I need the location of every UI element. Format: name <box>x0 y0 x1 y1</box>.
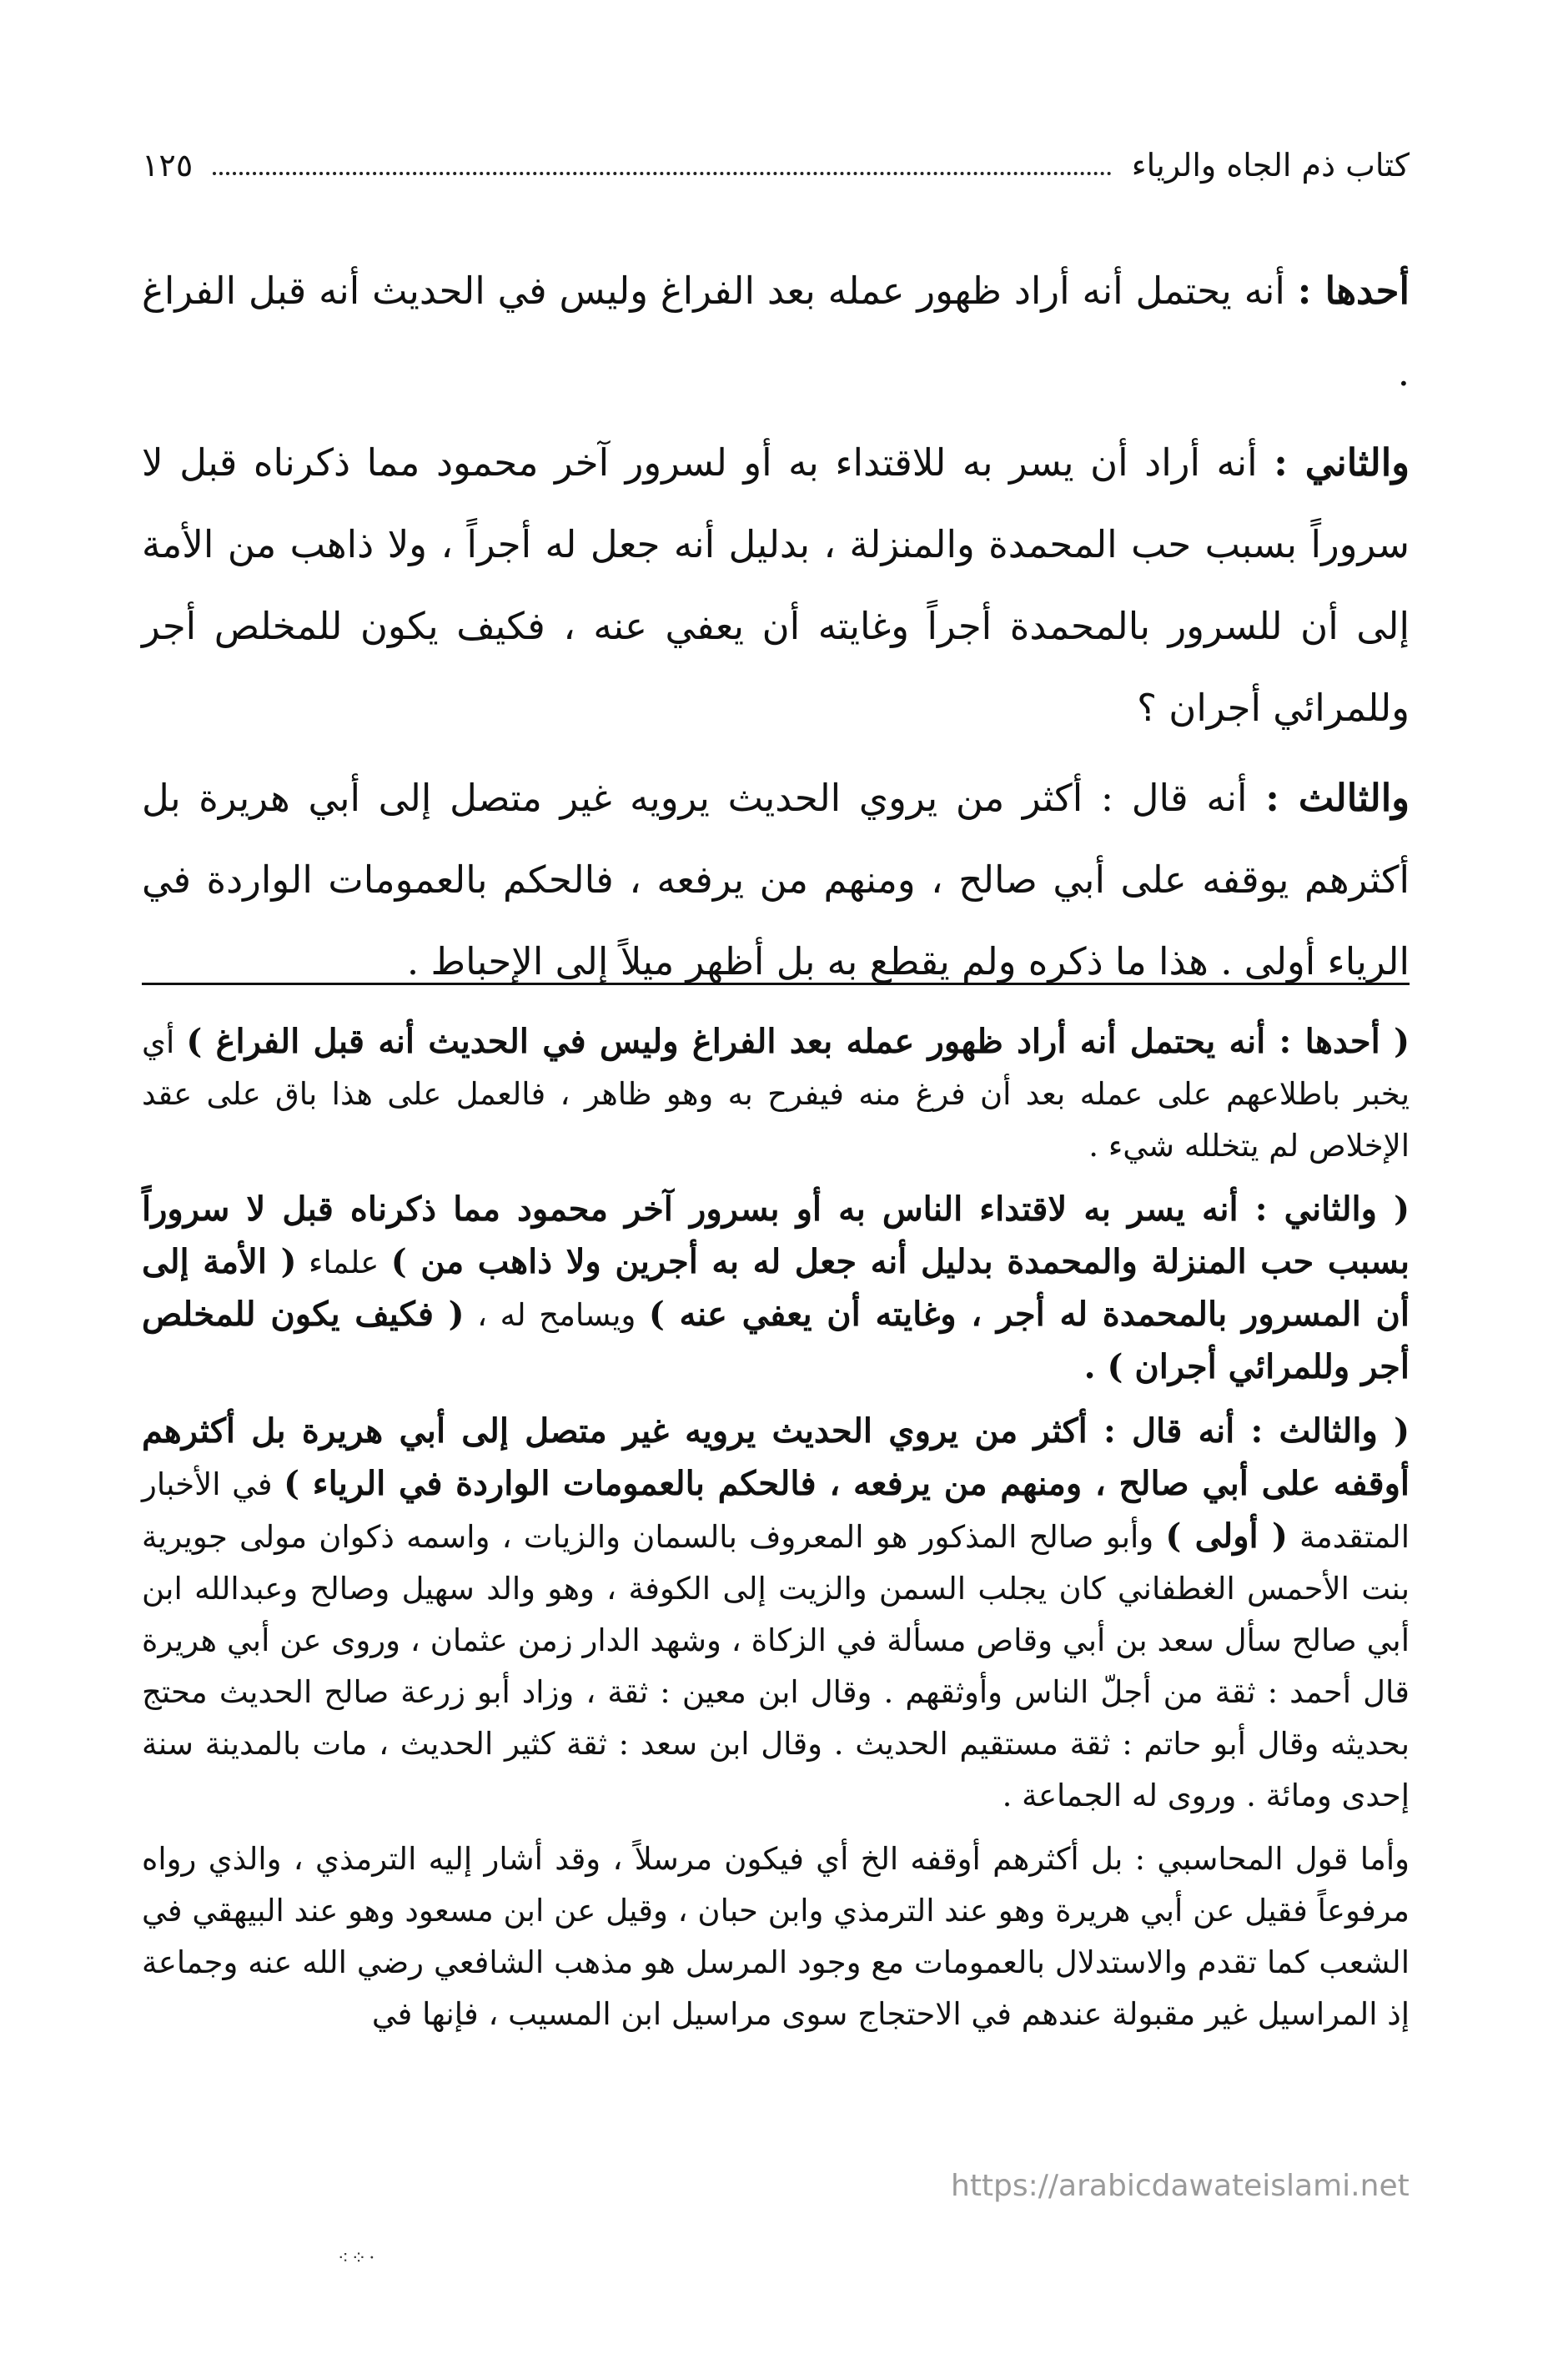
book-page <box>142 0 1410 2364</box>
main-paragraph-3 <box>142 757 1410 1003</box>
paragraph-body: أنه أراد أن يسر به للاقتداء به أو لسرور آخر محمود مما ذكرناه قبل لا سروراً بسبب حب المحمدة والمنزلة ، بدليل أنه جعل له أجراً ، ولا ذاهب من الأمة إلى أن للسرور بالمحمدة أجراً وغايته أن يعفي عنه ، فكيف يكون للمخلص أجر وللمرائي أجران ؟ <box>142 440 1410 730</box>
main-paragraph-1 <box>142 250 1410 414</box>
quoted-text: ( أحدها : أنه يحتمل أنه أراد ظهور عمله بعد الفراغ وليس في الحديث أنه قبل الفراغ ) <box>186 1022 1410 1061</box>
main-text <box>142 250 1410 1011</box>
commentary-text: أي يخبر باطلاعهم على عمله بعد أن فرغ منه فيفرح به وهو ظاهر ، فالعمل على هذا باق على عقد الإخلاص لم يتخلله شيء . <box>142 1024 1410 1164</box>
quoted-text: ( والثاني : أنه يسر به لاقتداء الناس به أو بسرور آخر محمود مما ذكرناه قبل لا سروراً بسبب حب المنزلة والمحمدة بدليل أنه جعل له به أجرين ولا ذاهب من ) <box>142 1190 1410 1281</box>
commentary-text: ويسامح له ، <box>464 1297 649 1333</box>
page-header <box>142 140 1410 190</box>
paragraph-lead: أحدها : <box>1297 269 1410 313</box>
header-dot-leader <box>213 172 1112 175</box>
quoted-text: ( أولى ) <box>1165 1516 1288 1556</box>
quoted-text: ( والثالث : أنه قال : أكثر من يروي الحديث يرويه غير متصل إلى أبي هريرة بل أكثرهم أوقفه على أبي صالح ، ومنهم من يرفعه ، فالحكم بالعمومات الواردة في الرياء ) <box>142 1411 1410 1503</box>
commentary-paragraph-3 <box>142 1406 1410 1822</box>
paragraph-body: أنه يحتمل أنه أراد ظهور عمله بعد الفراغ وليس في الحديث أنه قبل الفراغ . <box>142 269 1410 395</box>
commentary-text: في الأخبار المتقدمة <box>142 1466 1410 1555</box>
running-title: كتاب ذم الجاه والرياء <box>1131 147 1410 184</box>
commentary <box>142 1016 1410 2052</box>
paragraph-lead: والثالث : <box>1265 776 1410 820</box>
main-paragraph-2 <box>142 422 1410 749</box>
commentary-text: وأبو صالح المذكور هو المعروف بالسمان والزيات ، واسمه ذكوان مولى جويرية بنت الأحمس الغطفاني كان يجلب السمن والزيت إلى الكوفة ، وهو والد سهيل وصالح وعبدالله ابن أبي صالح سأل سعد بن أبي وقاص مسألة في الزكاة ، وشهد الدار زمن عثمان ، وروى عن أبي هريرة قال أحمد : ثقة من أجلّ الناس وأوثقهم . وقال ابن معين : ثقة ، وزاد أبو زرعة صالح الحديث محتج بحديثه وقال أبو حاتم : ثقة مستقيم الحديث . وقال ابن سعد : ثقة كثير الحديث ، مات بالمدينة سنة إحدى ومائة . وروى له الجماعة . <box>142 1519 1410 1813</box>
commentary-paragraph-2 <box>142 1184 1410 1394</box>
commentary-paragraph-4 <box>142 1833 1410 2040</box>
commentary-divider <box>142 983 1410 985</box>
quoted-text: ( فكيف يكون للمخلص أجر وللمرائي أجران ) . <box>142 1295 1410 1386</box>
source-watermark: https://arabicdawateislami.net <box>951 2169 1410 2203</box>
scan-smudge: ⁖⁘· <box>338 2248 378 2269</box>
paragraph-body: أنه قال : أكثر من يروي الحديث يرويه غير متصل إلى أبي هريرة بل أكثرهم يوقفه على أبي صالح ، ومنهم من يرفعه ، فالحكم بالعمومات الواردة في الرياء أولى . هذا ما ذكره ولم يقطع به بل أظهر ميلاً إلى الإحباط . <box>142 776 1410 983</box>
commentary-text: وأما قول المحاسبي : بل أكثرهم أوقفه الخ أي فيكون مرسلاً ، وقد أشار إليه الترمذي ، والذي رواه مرفوعاً فقيل عن أبي هريرة وهو عند الترمذي وابن حبان ، وقيل عن ابن مسعود وهو عند البيهقي في الشعب كما تقدم والاستدلال بالعمومات مع وجود المرسل هو مذهب الشافعي رضي الله عنه وجماعة إذ المراسيل غير مقبولة عندهم في الاحتجاج سوى مراسيل ابن المسيب ، فإنها في <box>142 1841 1410 2032</box>
paragraph-lead: والثاني : <box>1274 440 1410 485</box>
page-number: ١٢٥ <box>142 147 193 184</box>
commentary-paragraph-1 <box>142 1016 1410 1172</box>
quoted-text: ( الأمة إلى أن المسرور بالمحمدة له أجر ، وغايته أن يعفي عنه ) <box>142 1242 1410 1334</box>
commentary-text: علماء <box>296 1245 391 1280</box>
